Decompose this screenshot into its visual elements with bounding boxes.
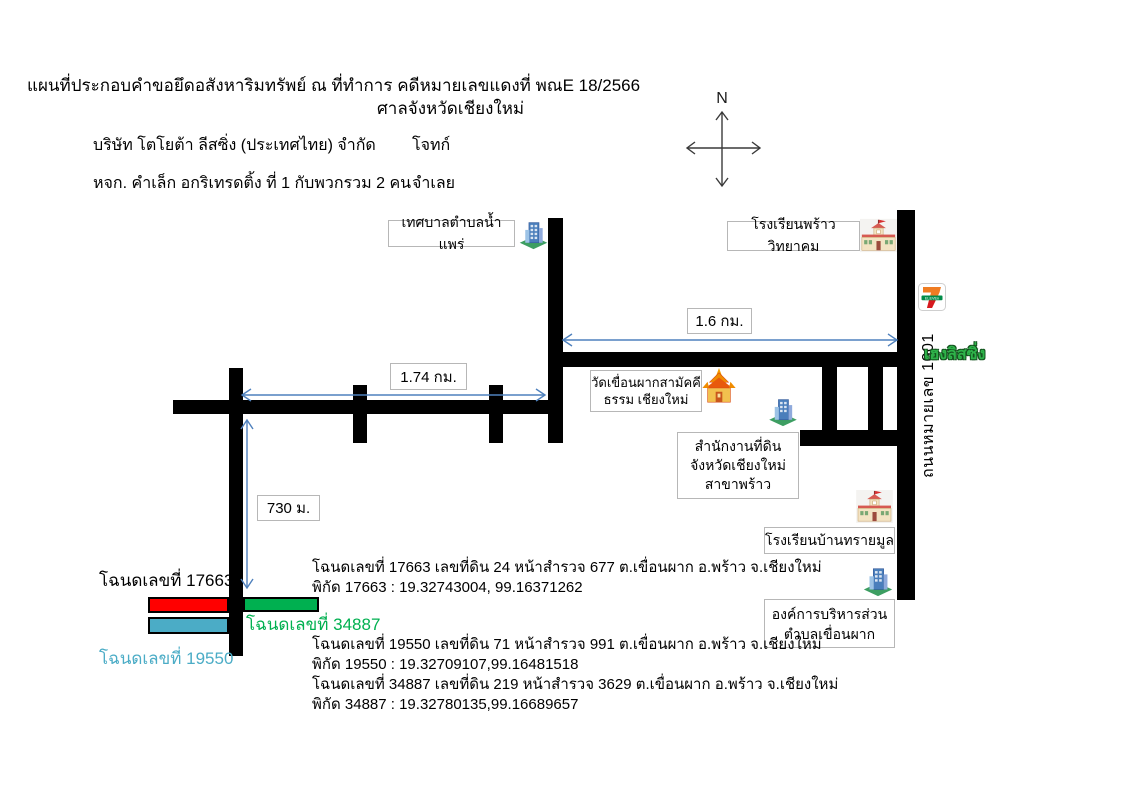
parcel-label-19550: โฉนดเลขที่ 19550 <box>99 649 234 668</box>
deed-coords-19550: พิกัด 19550 : 19.32709107,99.16481518 <box>312 656 579 673</box>
deed-detail-34887: โฉนดเลขที่ 34887 เลขที่ดิน 219 หน้าสำรวจ 3629 ต.เขื่อนผาก อ.พร้าว จ.เชียงใหม่ <box>312 676 839 693</box>
school-icon <box>860 218 897 253</box>
parcel-label-17663: โฉนดเลขที่ 17663 <box>99 571 234 590</box>
distance-label-1-6km: 1.6 กม. <box>687 308 752 334</box>
plaintiff-role: โจทก์ <box>412 137 451 154</box>
landmark-phrao-school-box: โรงเรียนพร้าววิทยาคม <box>727 221 860 251</box>
parcel-19550 <box>148 617 229 634</box>
heng-leasing-logo: เฮงลิสซิ่ง <box>924 346 986 363</box>
highway-1001-label: ถนนหมายเลข 1001 <box>920 333 937 478</box>
road-ladder-bottom <box>800 430 915 446</box>
defendant-name: หจก. คำเล็ก อกริเทรดติ้ง ที่ 1 กับพวกรวม 2 คน <box>93 175 412 192</box>
road-north-horizontal <box>548 352 915 367</box>
compass-icon <box>655 85 785 195</box>
road-highway-1001 <box>897 210 915 600</box>
svg-text:ELEVEn: ELEVEn <box>924 296 940 301</box>
parcel-label-34887: โฉนดเลขที่ 34887 <box>246 615 381 634</box>
svg-text:N: N <box>716 90 728 107</box>
seven-eleven-icon <box>918 283 946 311</box>
road-ladder-rung-1 <box>822 367 837 446</box>
deed-detail-17663: โฉนดเลขที่ 17663 เลขที่ดิน 24 หน้าสำรวจ 677 ต.เขื่อนผาก อ.พร้าว จ.เชียงใหม่ <box>312 559 822 576</box>
court-name: ศาลจังหวัดเชียงใหม่ <box>377 99 525 118</box>
parcel-34887 <box>243 597 319 612</box>
parcel-17663 <box>148 597 229 613</box>
deed-coords-34887: พิกัด 34887 : 19.32780135,99.16689657 <box>312 696 579 713</box>
landmark-temple-box: วัดเขื่อนผากสามัคคี ธรรม เชียงใหม่ <box>590 370 702 412</box>
road-ladder-rung-2 <box>868 367 883 446</box>
land-office-building-icon <box>766 395 800 428</box>
sao-building-icon <box>861 563 895 599</box>
landmark-land-office-box: สำนักงานที่ดิน จังหวัดเชียงใหม่ สาขาพร้าว <box>677 432 799 499</box>
temple-icon <box>700 368 738 406</box>
distance-label-730m: 730 ม. <box>257 495 320 521</box>
deed-coords-17663: พิกัด 17663 : 19.32743004, 99.16371262 <box>312 579 583 596</box>
municipality-building-icon <box>517 218 550 251</box>
deed-detail-19550: โฉนดเลขที่ 19550 เลขที่ดิน 71 หน้าสำรวจ 991 ต.เขื่อนผาก อ.พร้าว จ.เชียงใหม่ <box>312 636 822 653</box>
plaintiff-name: บริษัท โตโยต้า ลีสซิ่ง (ประเทศไทย) จำกัด <box>93 137 376 154</box>
landmark-sai-mun-school-box: โรงเรียนบ้านทรายมูล <box>764 527 895 554</box>
document-title: แผนที่ประกอบคำขอยึดอสังหาริมทรัพย์ ณ ที่ทำการ คดีหมายเลขแดงที่ พณE 18/2566 <box>27 76 641 95</box>
defendant-role: จำเลย <box>412 175 456 192</box>
landmark-municipality-box: เทศบาลตำบลน้ำแพร่ <box>388 220 515 247</box>
distance-label-1-74km: 1.74 กม. <box>390 363 467 390</box>
landmark-sao-box: องค์การบริหารส่วน ตำบลเขื่อนผาก <box>764 599 895 648</box>
school-icon <box>856 490 893 523</box>
distance-arrow-730m <box>237 415 257 593</box>
